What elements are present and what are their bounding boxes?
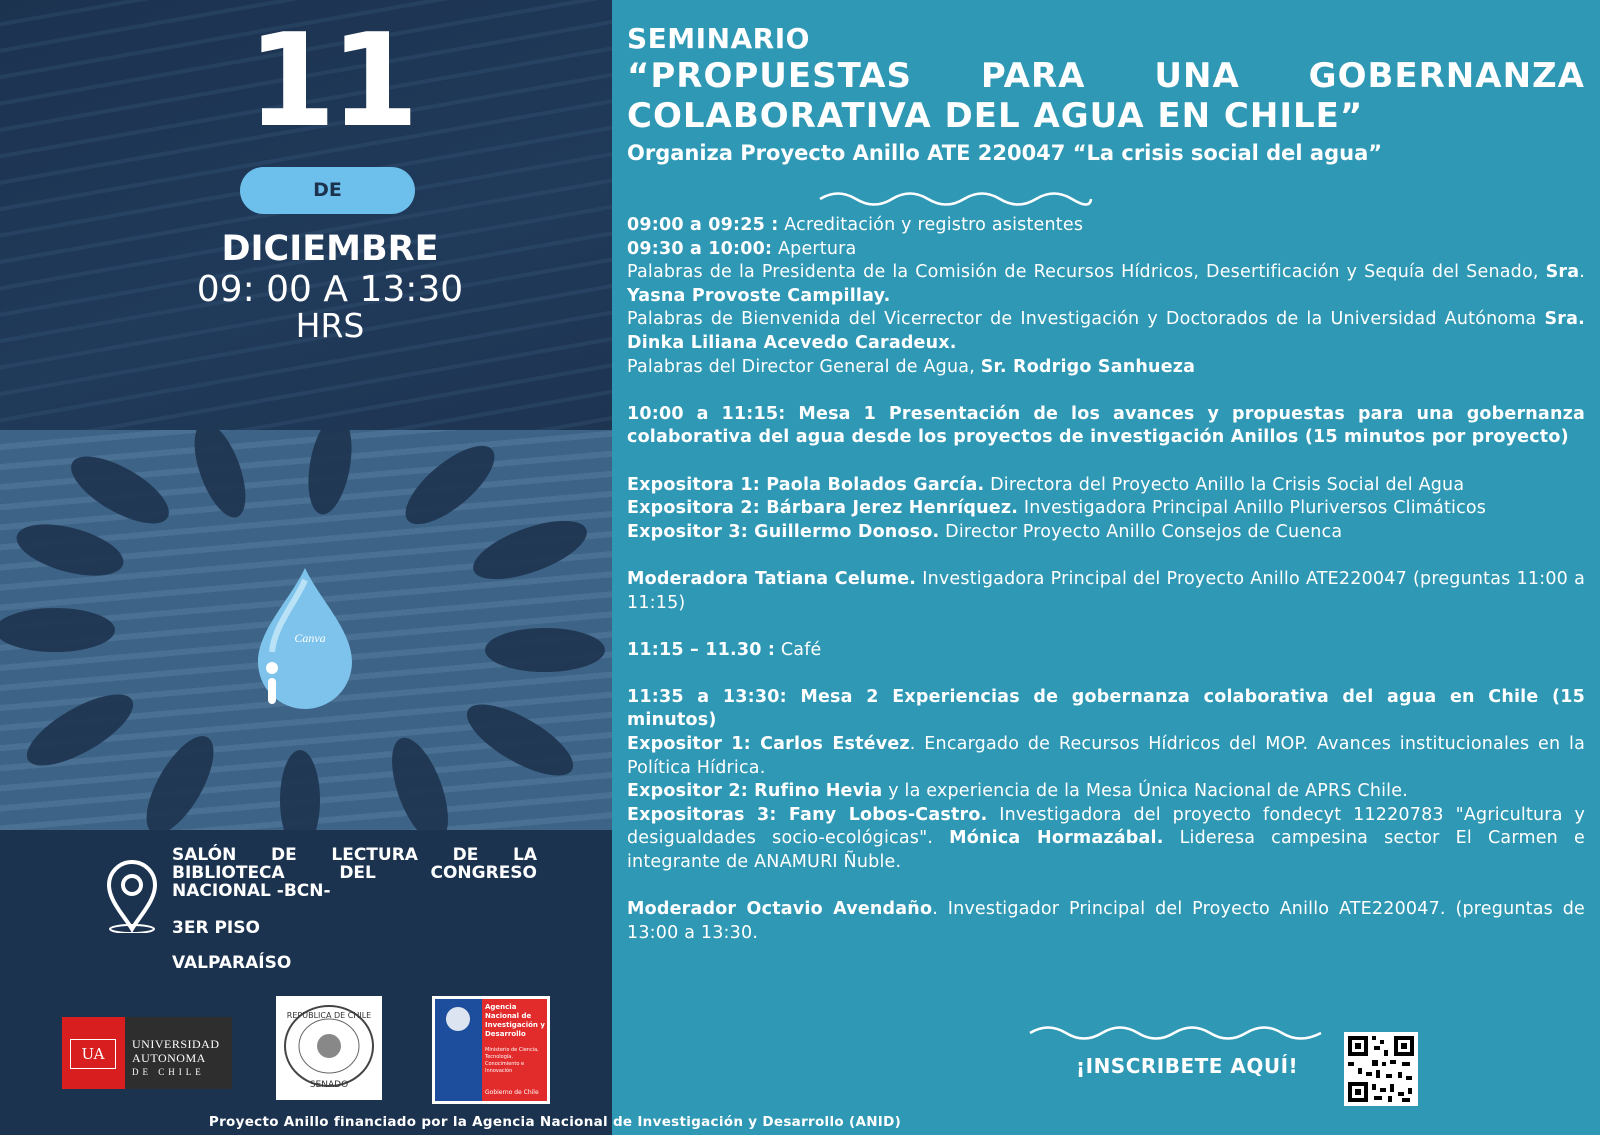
anid-logo: Agencia Nacional de Investigación y Desarrollo Ministerio de Ciencia, Tecnología, Conocimiento e Innovación Gobierno de Chile [432,996,550,1104]
speaker-item: Expositor 3: Guillermo Donoso. Director Proyecto Anillo Consejos de Cuenca [627,521,1343,542]
venue-floor: 3ER PISO [172,918,260,938]
speaker-item: Expositora 1: Paola Bolados García. Directora del Proyecto Anillo la Crisis Social del Agua [627,474,1465,495]
funding-footer: Proyecto Anillo financiado por la Agencia Nacional de Investigación y Desarrollo (ANID) [208,1114,902,1130]
agenda-item: 09:00 a 09:25 : Acreditación y registro asistentes [627,215,1084,235]
de-pill: DE [240,167,415,214]
left-panel [0,0,612,1135]
speaker-item: Expositoras 3: Fany Lobos-Castro. Investigadora del proyecto fondecyt 11220783 "Agricultura y desigualdades socio-ecológicas". Mónica Hormazábal. Lideresa campesina sector El Carmen e integrante de ANAMURI Ñuble. [627,804,1585,873]
seminar-header [627,22,1585,166]
speaker-item: Expositor 2: Rufino Hevia y la experiencia de la Mesa Única Nacional de APRS Chile. [627,781,1408,802]
svg-text:REPUBLICA DE CHILE: REPUBLICA DE CHILE [286,1011,372,1020]
speaker-item: Expositor 1: Carlos Estévez. Encargado de Recursos Hídricos del MOP. Avances institucionales en la Política Hídrica. [627,734,1586,778]
wave-divider [1028,1022,1323,1044]
hands-water-image [0,430,612,830]
qr-code-icon[interactable] [1344,1032,1418,1106]
senado-logo: REPUBLICA DE CHILE SENADO [276,996,382,1100]
agenda-item: Palabras de Bienvenida del Vicerrector de Investigación y Doctorados de la Universidad Autónoma Sra. Dinka Liliana Acevedo Caradeux. [627,309,1585,353]
moderator-item: Moderador Octavio Avendaño. Investigador Principal del Proyecto Anillo ATE220047. (preguntas de 13:00 a 13:30. [627,899,1585,943]
event-time: 09: 00 A 13:30 [196,269,464,310]
event-hrs: HRS [295,306,365,345]
speaker-item: Expositora 2: Bárbara Jerez Henríquez. Investigadora Principal Anillo Pluriversos Climáticos [627,498,1487,519]
session-2-title: 11:35 a 13:30: Mesa 2 Experiencias de gobernanza colaborativa del agua en Chile (15 minutos) [627,686,1585,731]
seminar-title: “PROPUESTAS PARA UNA GOBERNANZA COLABORATIVA DEL AGUA EN CHILE” [627,56,1585,136]
wave-divider [818,188,1093,210]
moderator-item: Moderadora Tatiana Celume. Investigadora Principal del Proyecto Anillo ATE220047 (preguntas 11:00 a 11:15) [627,568,1586,613]
location-pin-icon [103,857,161,933]
venue-city: VALPARAÍSO [172,953,292,973]
agenda-item: 11:15 – 11.30 : Café [627,639,822,660]
venue-name: SALÓN DE LECTURA DE LA BIBLIOTECA DEL CONGRESO NACIONAL -BCN- [172,845,537,901]
seminar-kicker: SEMINARIO [627,22,810,55]
canva-watermark: Canva [294,631,326,645]
agenda [627,214,1585,945]
event-month: DICIEMBRE [221,229,439,269]
session-1-title: 10:00 a 11:15: Mesa 1 Presentación de los avances y propuestas para una gobernanza colaborativa del agua desde los proyectos de investigación Anillos (15 minutos por proyecto) [627,403,1585,448]
universidad-autonoma-logo: UA UNIVERSIDAD AUTONOMA DE CHILE [62,1017,232,1089]
organizer-line: Organiza Proyecto Anillo ATE 220047 “La crisis social del agua” [627,141,1383,165]
agenda-item: Palabras de la Presidenta de la Comisión de Recursos Hídricos, Desertificación y Sequía del Senado, Sra. Yasna Provoste Campillay. [627,262,1585,306]
event-day: 11 [246,7,414,156]
agenda-item: 09:30 a 10:00: Apertura [627,238,857,259]
agenda-item: Palabras del Director General de Agua, Sr. Rodrigo Sanhueza [627,356,1196,377]
register-link[interactable]: ¡INSCRIBETE AQUÍ! [1076,1054,1299,1078]
